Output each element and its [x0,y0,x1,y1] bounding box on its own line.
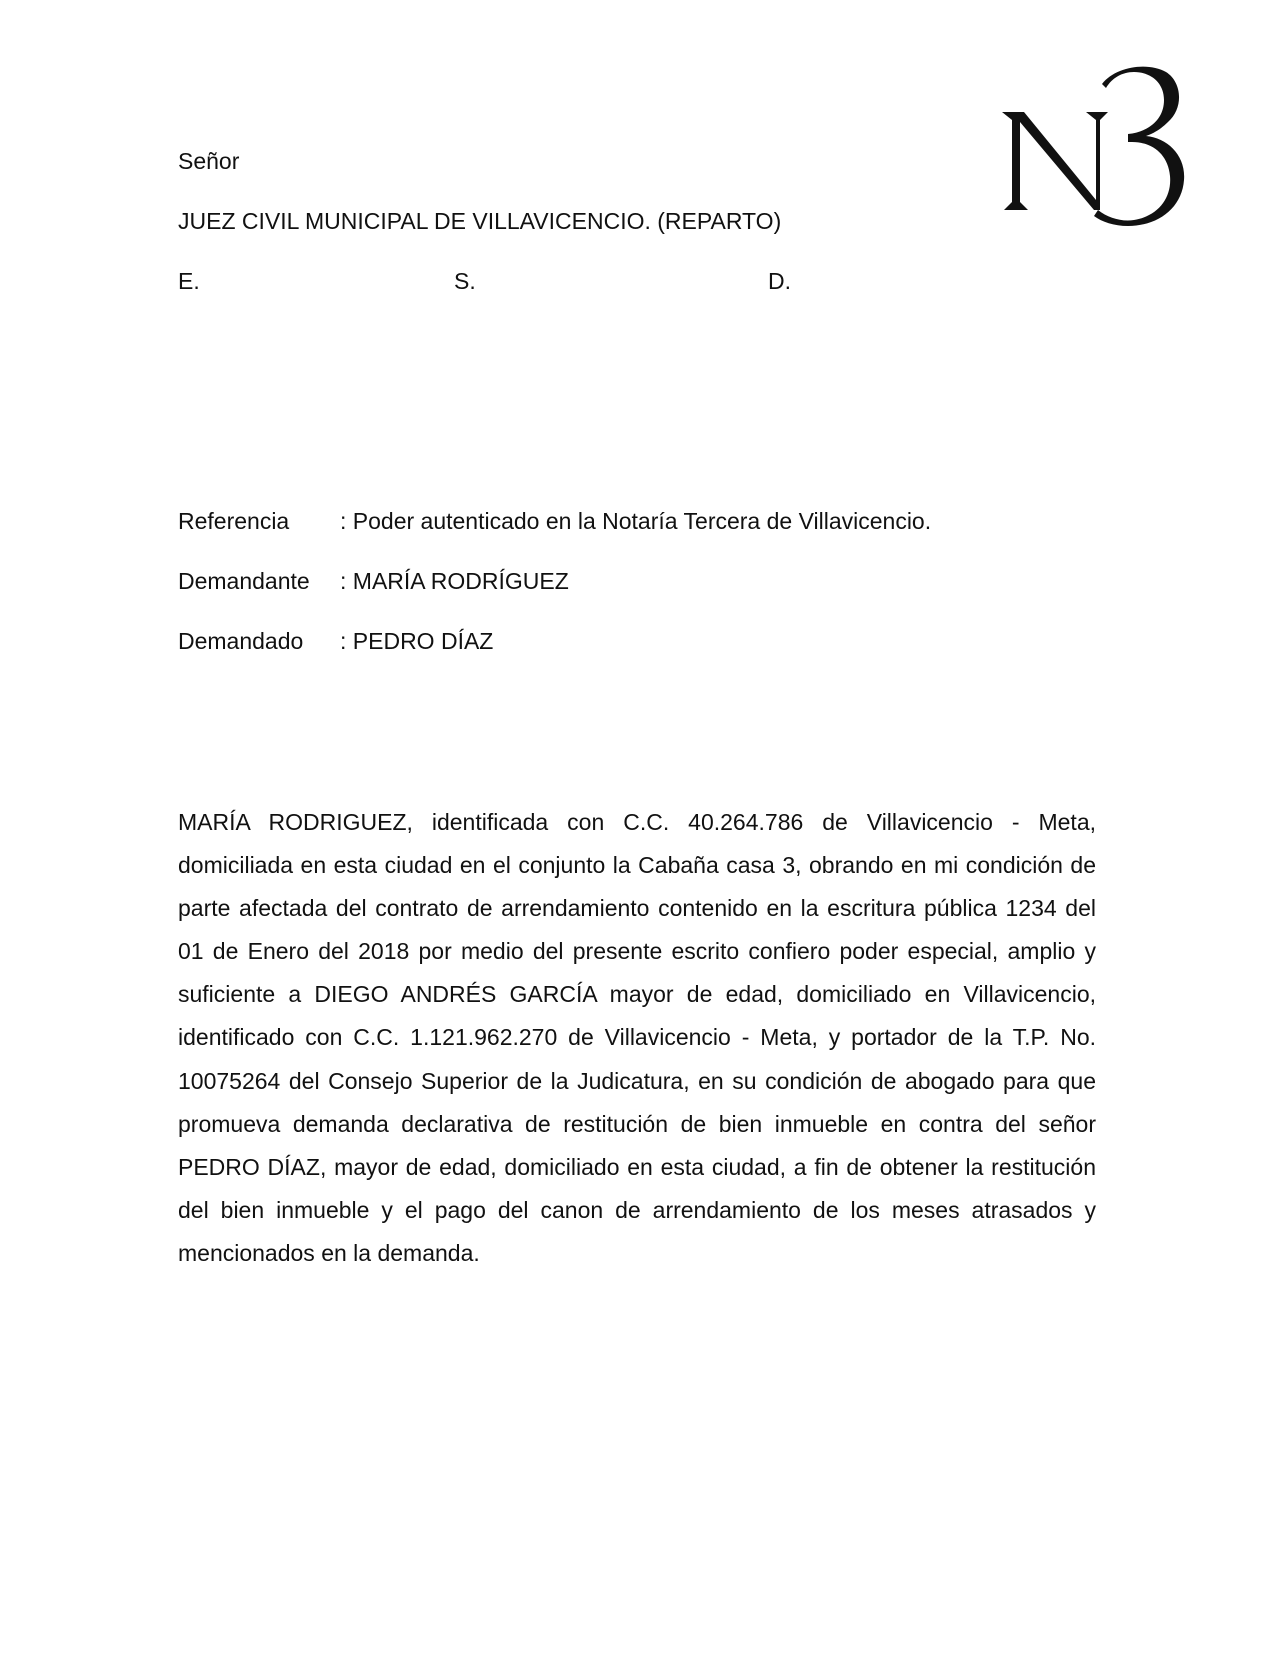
reference-row [178,506,931,536]
notary-logo [998,60,1198,230]
addressee: JUEZ CIVIL MUNICIPAL DE VILLAVICENCIO. (REPARTO) [178,208,782,234]
n3-logo-mark [998,60,1198,230]
plaintiff-label: Demandante [178,568,310,594]
power-of-attorney-paragraph: MARÍA RODRIGUEZ, identificada con C.C. 40.264.786 de Villavicencio - Meta, domiciliada en esta ciudad en el conjunto la Cabaña casa 3, obrando en mi condición de parte afectada del contrato de arrendamiento contenido en la escritura pública 1234 del 01 de Enero del 2018 por medio del presente escrito confiero poder especial, amplio y suficiente a DIEGO ANDRÉS GARCÍA mayor de edad, domiciliado en Villavicencio, identificado con C.C. 1.121.962.270 de Villavicencio - Meta, y portador de la T.P. No. 10075264 del Consejo Superior de la Judicatura, en su condición de abogado para que promueva demanda declarativa de restitución de bien inmueble en contra del señor PEDRO DÍAZ, mayor de edad, domiciliado en esta ciudad, a fin de obtener la restitución del bien inmueble y el pago del canon de arrendamiento de los meses atrasados y mencionados en la demanda. [178,809,1096,1266]
salutation: Señor [178,148,240,174]
defendant-row [178,626,493,656]
esd-s: S. [454,268,476,294]
reference-label: Referencia [178,508,290,534]
plaintiff-value: : MARÍA RODRÍGUEZ [340,568,569,594]
esd-d: D. [768,268,791,294]
defendant-value: : PEDRO DÍAZ [340,628,494,654]
plaintiff-row [178,566,569,596]
reference-value: : Poder autenticado en la Notaría Tercera de Villavicencio. [340,508,932,534]
esd-e: E. [178,268,200,294]
defendant-label: Demandado [178,628,304,654]
